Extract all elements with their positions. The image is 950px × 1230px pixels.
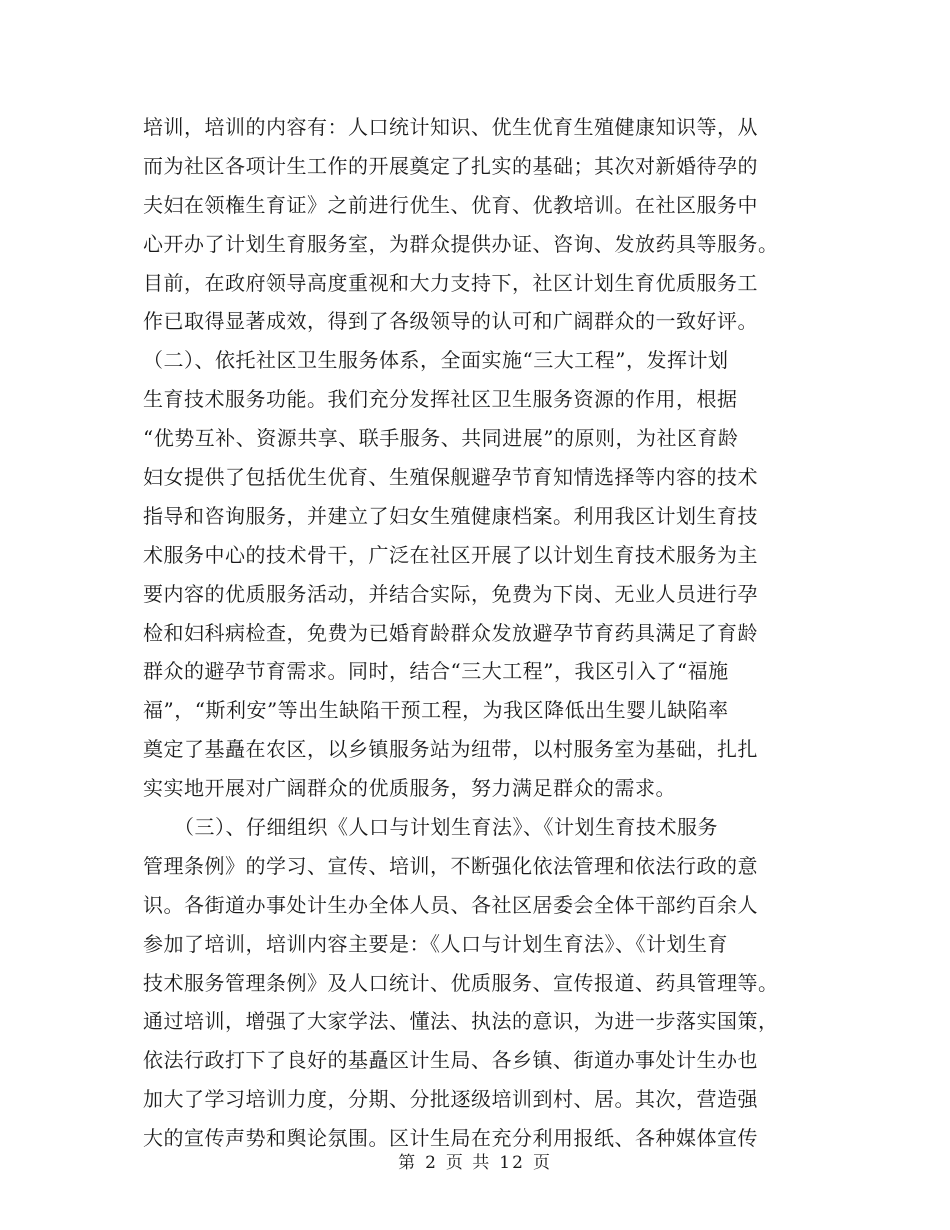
text-line: 群众的避孕节育需求。同时，结合“三大工程”，我区引入了“福施	[143, 659, 729, 684]
footer-prefix: 第	[398, 1153, 418, 1173]
footer-middle: 页 共	[445, 1153, 492, 1173]
text-line: 奠定了基矗在农区，以乡镇服务站为纽带，以村服务室为基础，扎扎	[143, 737, 758, 762]
text-line: 通过培训，增强了大家学法、懂法、执法的意识，为进一步落实国策，	[143, 1009, 779, 1034]
text-line: 心开办了计划生育服务室，为群众提供办证、咨询、发放药具等服务。	[143, 231, 779, 256]
text-line: 实实地开展对广阔群众的优质服务，努力满足群众的需求。	[143, 776, 676, 801]
text-line: 依法行政打下了良好的基矗区计生局、各乡镇、街道办事处计生办也	[143, 1048, 758, 1073]
text-line: 加大了学习培训力度，分期、分批逐级培训到村、居。其次，营造强	[143, 1087, 758, 1112]
total-pages: 12	[499, 1153, 525, 1173]
text-line: 大的宣传声势和舆论氛围。区计生局在充分利用报纸、各种媒体宣传	[143, 1126, 758, 1151]
text-line: 夫妇在领権生育证》之前进行优生、优育、优教培训。在社区服务中	[143, 192, 758, 217]
text-line: 目前，在政府领导高度重视和大力支持下，社区计划生育优质服务工	[143, 270, 758, 295]
text-line: 妇女提供了包括优生优育、生殖保舰避孕节育知情选择等内容的技术	[143, 465, 758, 490]
body-text	[143, 108, 813, 1158]
text-line: 福”，“斯利安”等出生缺陷干预工程，为我区降低出生婴儿缺陷率	[143, 698, 729, 723]
text-line: 生育技术服务功能。我们充分发挥社区卫生服务资源的作用，根据	[143, 387, 738, 412]
text-line: “优势互补、资源共享、联手服务、共同进展”的原则，为社区育龄	[143, 426, 739, 451]
page-number: 2	[425, 1153, 438, 1173]
text-line: 而为社区各项计生工作的开展奠定了扎实的基础；其次对新婚待孕的	[143, 153, 758, 178]
text-line: 管理条例》的学习、宣传、培训，不断强化依法管理和依法行政的意	[143, 853, 758, 878]
text-line: 要内容的优质服务活动，并结合实际，免费为下岗、无业人员进行孕	[143, 581, 758, 606]
text-line: 术服务中心的技术骨干，广泛在社区开展了以计划生育技术服务为主	[143, 542, 758, 567]
text-line: 参加了培训，培训内容主要是：《人口与计划生育法》、《计划生育	[143, 931, 728, 956]
text-line: 检和妇科病检查，免费为已婚育龄群众发放避孕节育药具满足了育龄	[143, 620, 758, 645]
text-line: （三）、仔细组织《人口与计划生育法》、《计划生育技术服务	[143, 815, 718, 840]
text-line: 培训，培训的内容有：人口统计知识、优生优育生殖健康知识等，从	[143, 115, 758, 139]
text-line: 指导和咨询服务，并建立了妇女生殖健康档案。利用我区计划生育技	[143, 503, 758, 528]
footer-suffix: 页	[532, 1153, 552, 1173]
text-line: 识。各街道办事处计生办全体人员、各社区居委会全体干部约百余人	[143, 892, 758, 917]
text-line: 技术服务管理条例》及人口统计、优质服务、宣传报道、药具管理等。	[143, 970, 779, 995]
text-line: （二）、依托社区卫生服务体系，全面实施“三大工程”，发挥计划	[143, 348, 729, 373]
text-line: 作已取得显著成效，得到了各级领导的认可和广阔群众的一致好评。	[143, 309, 758, 334]
page-footer	[0, 1148, 950, 1173]
